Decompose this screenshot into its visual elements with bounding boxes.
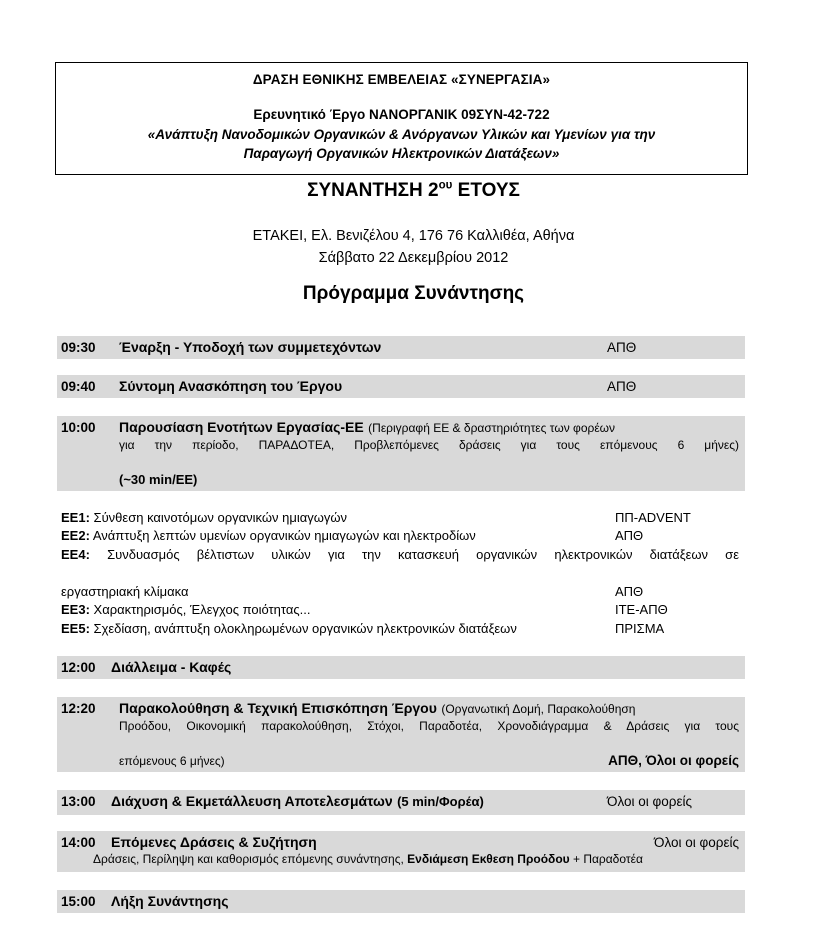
row-note-line-1: (Περιγραφή ΕΕ & δραστηριότητες των φορέων <box>368 421 616 435</box>
row-spacer <box>57 679 745 697</box>
wp-label: ΕΕ1: <box>61 509 90 525</box>
wp-owner: ΠΠ-ADVENT <box>615 509 691 525</box>
header-gap <box>66 89 737 105</box>
work-package-item <box>61 527 739 545</box>
wp-text: Σύνθεση καινοτόμων οργανικών ημιαγωγών <box>93 509 348 525</box>
row-title: Έναρξη - Υποδοχή των συμμετεχόντων <box>119 339 382 355</box>
work-package-list <box>57 509 745 638</box>
schedule-row-1200 <box>57 656 745 679</box>
row-title: Παρουσίαση Ενοτήτων Εργασίας-ΕΕ <box>119 419 364 435</box>
wp-text: Ανάπτυξη λεπτών υμενίων οργανικών ημιαγωγών και ηλεκτροδίων <box>92 528 476 544</box>
schedule-row-1500 <box>57 890 745 913</box>
row-note-line-3: (~30 min/ΕΕ) <box>119 471 198 487</box>
row-time: 15:00 <box>61 893 96 909</box>
wp-text-continued: εργαστηριακή κλίμακα <box>61 583 189 599</box>
wp-text: Συνδυασμός βέλτιστων υλικών για την κατασκευή οργανικών ηλεκτρονικών διατάξεων σε <box>107 546 739 562</box>
row-note <box>61 850 739 868</box>
row-time: 14:00 <box>61 834 96 850</box>
venue-block <box>0 226 827 270</box>
schedule-row-0940 <box>57 375 745 398</box>
row-owner: Όλοι οι φορείς <box>654 834 739 850</box>
row-title: Σύντομη Ανασκόπηση του Έργου <box>119 378 343 394</box>
row-time: 12:20 <box>61 700 96 716</box>
row-time: 09:30 <box>61 340 96 355</box>
row-note-line-3-wrap <box>119 753 739 768</box>
project-code-title: Ερευνητικό Έργο ΝΑΝΟΡΓΑΝΙΚ 09ΣΥΝ-42-722 <box>253 107 550 123</box>
row-owner: ΑΠΘ <box>607 340 637 355</box>
project-name-line-2: Παραγωγή Οργανικών Ηλεκτρονικών Διατάξεων» <box>243 146 560 162</box>
row-owner: ΑΠΘ, Όλοι οι φορείς <box>608 752 739 768</box>
project-name-line-1: «Ανάπτυξη Νανοδομικών Οργανικών & Ανόργανων Υλικών και Υμενίων για την <box>147 126 656 142</box>
row-duration: (5 min/Φορέα) <box>397 793 484 809</box>
project-header-box <box>55 62 748 175</box>
row-title: Διάχυση & Εκμετάλλευση Αποτελεσμάτων <box>111 792 393 809</box>
row-spacer <box>57 815 745 831</box>
row-spacer <box>57 638 745 656</box>
row-note-emphasis: Ενδιάμεση Εκθεση Προόδου <box>407 851 570 866</box>
row-note-line-2: για την περίοδο, ΠΑΡΑΔΟΤΕΑ, Προβλεπόμενες δράσεις για τους επόμενους 6 μήνες) <box>119 438 739 452</box>
row-title: Διάλλειμα - Καφές <box>111 658 232 675</box>
meeting-title-ordinal: ου <box>438 179 453 192</box>
wp-text: Σχεδίαση, ανάπτυξη ολοκληρωμένων οργανικών ηλεκτρονικών διατάξεων <box>93 620 517 636</box>
wp-label: ΕΕ4: <box>61 546 90 562</box>
wp-text: Χαρακτηρισμός, Έλεγχος ποιότητας... <box>93 602 311 618</box>
meeting-title-tail: ΕΤΟΥΣ <box>457 180 520 201</box>
action-title: ΔΡΑΣΗ ΕΘΝΙΚΗΣ ΕΜΒΕΛΕΙΑΣ «ΣΥΝΕΡΓΑΣΙΑ» <box>252 72 551 87</box>
meeting-title <box>0 180 827 202</box>
schedule-row-1220 <box>57 697 745 772</box>
row-spacer <box>57 491 745 509</box>
schedule-row-1300 <box>57 790 745 815</box>
work-package-item <box>61 601 739 619</box>
wp-owner: ΠΡΙΣΜΑ <box>615 620 665 636</box>
work-package-item <box>61 509 739 527</box>
row-time: 12:00 <box>61 659 96 675</box>
row-note-suffix: + Παραδοτέα <box>569 851 643 866</box>
row-spacer <box>57 872 745 890</box>
work-package-item <box>61 546 739 601</box>
row-spacer <box>57 398 745 416</box>
row-note-line-3: επόμενους 6 μήνες) <box>119 753 225 768</box>
schedule-row-1000 <box>57 416 745 491</box>
row-title: Λήξη Συνάντησης <box>111 892 229 909</box>
wp-label: ΕΕ2: <box>61 528 90 544</box>
row-spacer <box>57 772 745 790</box>
row-owner: ΑΠΘ <box>607 379 637 394</box>
wp-owner: ΑΠΘ <box>615 583 644 599</box>
work-package-item <box>61 620 739 638</box>
wp-label: ΕΕ3: <box>61 602 90 618</box>
row-title: Επόμενες Δράσεις & Συζήτηση <box>111 833 317 850</box>
row-time: 10:00 <box>61 420 96 435</box>
wp-owner: ΑΠΘ <box>615 528 644 544</box>
meeting-title-main: ΣΥΝΑΝΤΗΣΗ 2 <box>307 180 439 201</box>
meeting-date: Σάββατο 22 Δεκεμβρίου 2012 <box>318 249 509 266</box>
row-title: Παρακολούθηση & Τεχνική Επισκόπηση Έργου <box>119 699 437 716</box>
schedule-list <box>57 336 745 913</box>
row-spacer <box>57 359 745 375</box>
row-note-line-1: (Οργανωτική Δομή, Παρακολούθηση <box>441 701 636 716</box>
wp-owner: ΙΤΕ-ΑΠΘ <box>615 602 668 618</box>
row-note-line-2: Προόδου, Οικονομική παρακολούθηση, Στόχοι, Παραδοτέα, Χρονοδιάγραμμα & Δράσεις για τους <box>119 718 739 733</box>
schedule-row-0930 <box>57 336 745 359</box>
venue-address: ΕΤΑΚΕΙ, Ελ. Βενιζέλου 4, 176 76 Καλλιθέα, Αθήνα <box>252 228 575 244</box>
programme-title: Πρόγραμμα Συνάντησης <box>302 283 525 304</box>
row-time: 09:40 <box>61 379 96 394</box>
wp-label: ΕΕ5: <box>61 620 90 636</box>
row-owner: Όλοι οι φορείς <box>607 793 692 809</box>
row-time: 13:00 <box>61 793 96 809</box>
schedule-row-1400 <box>57 831 745 872</box>
row-note-prefix: Δράσεις, Περίληψη και καθορισμός επόμενης συνάντησης, <box>93 851 408 866</box>
